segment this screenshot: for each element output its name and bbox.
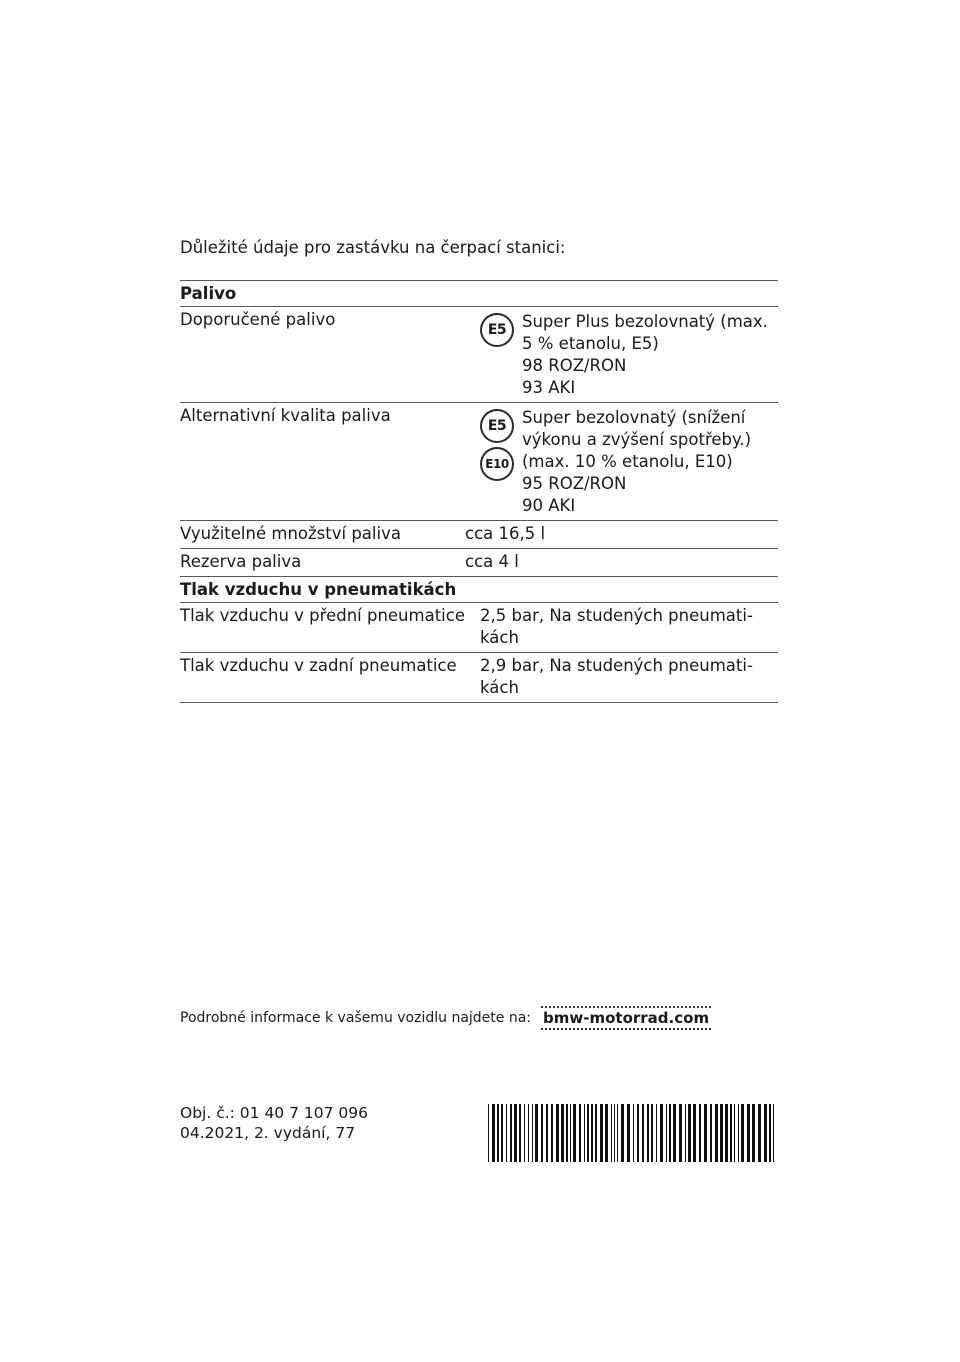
row-alternative-fuel bbox=[180, 403, 778, 521]
section-tire-pressure bbox=[180, 577, 778, 603]
value-line: 5 % etanolu, E5) bbox=[522, 334, 659, 353]
value-line: výkonu a zvýšení spotřeby.) bbox=[522, 430, 752, 449]
e5-fuel-icon: E5 bbox=[480, 313, 514, 347]
website-link[interactable]: bmw-motorrad.com bbox=[541, 1006, 711, 1030]
fuel-info-table bbox=[180, 280, 778, 703]
value-line: 95 ROZ/RON bbox=[522, 474, 627, 493]
edition-info: 04.2021, 2. vydání, 77 bbox=[180, 1124, 356, 1142]
page-heading: Důležité údaje pro zastávku na čerpací stanici: bbox=[180, 238, 566, 257]
value-line: kách bbox=[480, 678, 519, 697]
row-label: Tlak vzduchu v přední pneumatice bbox=[180, 606, 465, 625]
row-usable-fuel bbox=[180, 521, 778, 549]
row-value: cca 4 l bbox=[465, 552, 519, 571]
row-label: Alternativní kvalita paliva bbox=[180, 406, 391, 425]
footer-info-text: Podrobné informace k vašemu vozidlu najdete na: bbox=[180, 1010, 532, 1026]
section-title: Tlak vzduchu v pneumatikách bbox=[180, 580, 457, 599]
section-fuel bbox=[180, 281, 778, 307]
value-line: 2,5 bar, Na studených pneumati- bbox=[480, 606, 753, 625]
row-value: cca 16,5 l bbox=[465, 524, 546, 543]
value-line: 90 AKI bbox=[522, 496, 576, 515]
e5-fuel-icon: E5 bbox=[480, 409, 514, 443]
value-line: Super bezolovnatý (snížení bbox=[522, 408, 746, 427]
row-label: Tlak vzduchu v zadní pneumatice bbox=[180, 656, 457, 675]
order-info bbox=[180, 1103, 368, 1143]
e10-fuel-icon: E10 bbox=[480, 447, 514, 481]
value-line: 2,9 bar, Na studených pneumati- bbox=[480, 656, 753, 675]
row-recommended-fuel bbox=[180, 307, 778, 403]
row-fuel-reserve bbox=[180, 549, 778, 577]
section-title: Palivo bbox=[180, 284, 237, 303]
row-rear-tire bbox=[180, 653, 778, 703]
barcode-image bbox=[486, 1104, 778, 1162]
row-label: Využitelné množství paliva bbox=[180, 524, 401, 543]
row-front-tire bbox=[180, 603, 778, 653]
value-line: (max. 10 % etanolu, E10) bbox=[522, 452, 733, 471]
value-line: Super Plus bezolovnatý (max. bbox=[522, 312, 768, 331]
value-line: 98 ROZ/RON bbox=[522, 356, 627, 375]
row-label: Doporučené palivo bbox=[180, 310, 336, 329]
value-line: kách bbox=[480, 628, 519, 647]
order-number: Obj. č.: 01 40 7 107 096 bbox=[180, 1104, 368, 1122]
row-label: Rezerva paliva bbox=[180, 552, 302, 571]
footer-info bbox=[180, 1006, 711, 1030]
value-line: 93 AKI bbox=[522, 378, 576, 397]
